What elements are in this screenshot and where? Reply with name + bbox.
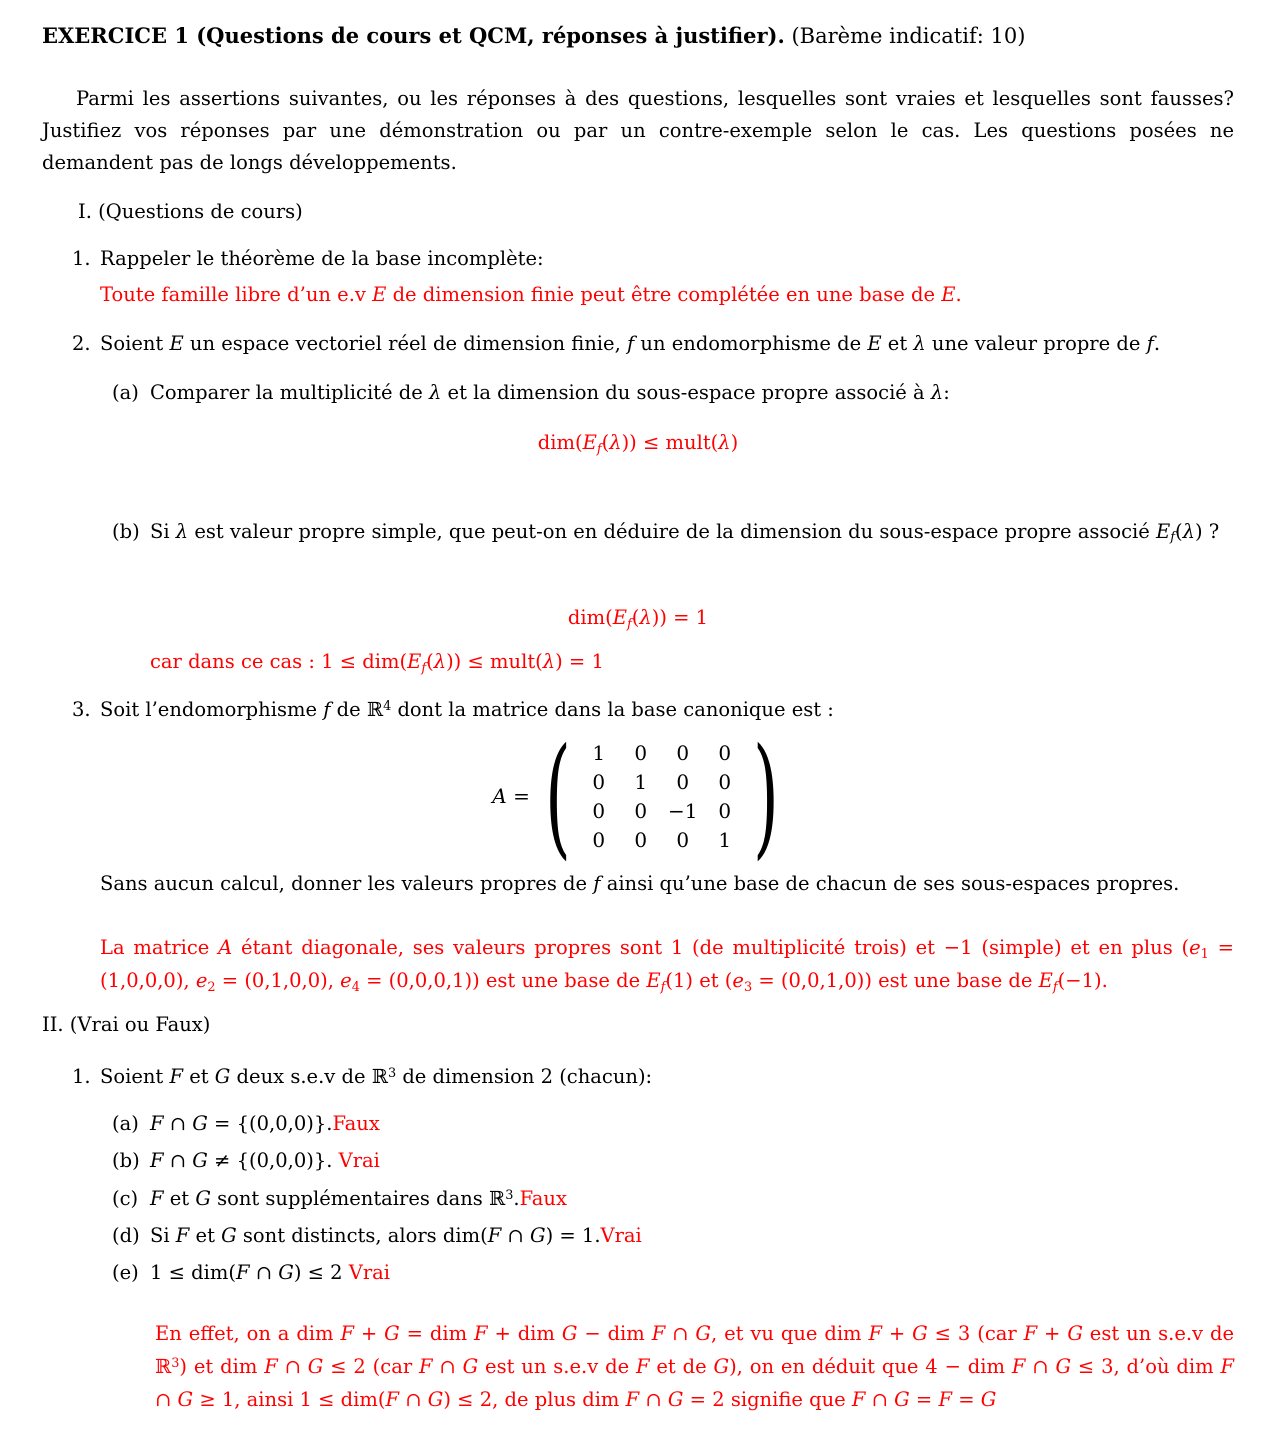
text-segment: F bbox=[150, 1186, 164, 1210]
text-segment: et bbox=[183, 1064, 215, 1088]
text-segment: F bbox=[150, 1149, 164, 1173]
text-segment: est un s.e.v de bbox=[1082, 1321, 1235, 1345]
text-segment: E bbox=[169, 331, 184, 355]
text-segment: G bbox=[427, 1387, 444, 1411]
text-segment: ( bbox=[426, 650, 434, 674]
question-1-number: 1. bbox=[72, 247, 91, 271]
text-segment: G bbox=[529, 1224, 546, 1248]
text-segment: λ bbox=[428, 381, 442, 404]
text-segment: Toute famille libre d’un e.v bbox=[100, 283, 373, 307]
text-segment: G bbox=[894, 1387, 910, 1411]
text-segment: F bbox=[235, 1261, 250, 1285]
text-segment: F bbox=[385, 1387, 400, 1411]
text-segment: Faux bbox=[332, 1112, 380, 1136]
text-segment: 2 bbox=[207, 979, 216, 995]
text-segment: ), on en déduit que 4 − dim bbox=[729, 1354, 1012, 1378]
matrix-cell: 0 bbox=[634, 798, 648, 823]
text-segment: ( bbox=[631, 605, 640, 629]
tf-item-b-text bbox=[150, 1148, 1234, 1174]
question-3-number: 3. bbox=[72, 697, 91, 721]
text-segment: E bbox=[582, 431, 597, 455]
text-segment: Vrai bbox=[600, 1224, 642, 1248]
text-segment: Rappeler le théorème de la base incomplète: bbox=[100, 247, 544, 271]
matrix-cell: 0 bbox=[718, 769, 732, 794]
text-segment: A bbox=[218, 936, 233, 960]
text-segment: F bbox=[169, 1064, 183, 1088]
text-segment: f bbox=[1170, 530, 1176, 546]
text-segment: ) = 1. bbox=[545, 1224, 601, 1248]
text-segment: F bbox=[264, 1354, 278, 1378]
text-segment: 1 ≤ dim( bbox=[150, 1261, 236, 1285]
text-segment: ≤ 2 (car bbox=[323, 1354, 420, 1378]
text-segment: ∩ bbox=[501, 1224, 530, 1248]
text-segment: ℝ bbox=[366, 697, 384, 721]
text-segment: ( bbox=[1175, 519, 1183, 543]
text-segment: . bbox=[513, 1186, 520, 1210]
text-segment: de dimension finie peut être complétée en une base de bbox=[386, 283, 942, 307]
text-segment: G bbox=[695, 1321, 711, 1345]
matrix-cell: 1 bbox=[592, 740, 606, 765]
text-segment: et la dimension du sous-espace propre associé à bbox=[441, 381, 931, 404]
text-segment: F bbox=[868, 1321, 882, 1345]
text-segment: deux s.e.v de bbox=[230, 1064, 372, 1088]
text-segment: étant diagonale, ses valeurs propres sont 1 (de multiplicité trois) et −1 (simple) et en plus ( bbox=[232, 936, 1190, 960]
text-segment: , et vu que dim bbox=[710, 1321, 869, 1345]
text-segment: + bbox=[1037, 1321, 1068, 1345]
text-segment: dont la matrice dans la base canonique est : bbox=[391, 697, 834, 721]
tf-item-d bbox=[112, 1223, 1234, 1249]
section-2-question-1-number: 1. bbox=[72, 1064, 91, 1088]
text-segment: λ bbox=[930, 381, 944, 404]
text-segment: un espace vectoriel réel de dimension finie, bbox=[183, 331, 627, 355]
matrix-cell: 0 bbox=[634, 740, 648, 765]
text-segment: = bbox=[506, 784, 530, 809]
text-segment: f bbox=[323, 697, 331, 721]
matrix-cell: 0 bbox=[676, 827, 690, 852]
text-segment: ∩ bbox=[1025, 1354, 1056, 1378]
text-segment: G bbox=[1055, 1354, 1072, 1378]
text-segment: = bbox=[909, 1387, 939, 1411]
text-segment: = (0,0,1,0)) est une base de bbox=[752, 969, 1039, 993]
text-segment: e bbox=[1189, 936, 1201, 960]
text-segment: ≤ 3, d’où dim bbox=[1071, 1354, 1221, 1378]
text-segment: une valeur propre de bbox=[925, 331, 1147, 355]
text-segment: de bbox=[330, 697, 367, 721]
text-segment: G bbox=[912, 1321, 928, 1345]
text-segment: G bbox=[307, 1354, 324, 1378]
text-segment: F bbox=[851, 1387, 866, 1411]
text-segment: − dim bbox=[577, 1321, 652, 1345]
intro-paragraph: Parmi les assertions suivantes, ou les réponses à des questions, lesquelles sont vraies et lesquelles sont fausses? Justifiez vos réponses par une démonstration ou par un contre-exemple selon le cas. Les questions posées ne demandent pas de longs développements. bbox=[42, 87, 1234, 175]
text-segment: λ bbox=[175, 519, 189, 543]
text-segment: F bbox=[150, 1112, 164, 1136]
tf-item-c-text bbox=[150, 1186, 1234, 1212]
text-segment: ∩ bbox=[399, 1387, 428, 1411]
text-segment: ∩ bbox=[163, 1112, 193, 1136]
text-segment: ) ≤ 2, de plus dim bbox=[443, 1387, 626, 1411]
text-segment: f bbox=[596, 441, 602, 457]
text-segment: e bbox=[195, 969, 208, 993]
text-segment: La matrice bbox=[100, 936, 219, 960]
text-segment: (−1). bbox=[1057, 969, 1108, 993]
text-segment: Faux bbox=[519, 1186, 567, 1210]
text-segment: ∩ bbox=[665, 1321, 696, 1345]
text-segment: + dim bbox=[487, 1321, 562, 1345]
text-segment: λ bbox=[639, 605, 652, 629]
text-segment: ∩ bbox=[163, 1149, 193, 1173]
text-segment: Vrai bbox=[348, 1261, 391, 1285]
text-segment: E bbox=[1156, 519, 1171, 543]
text-segment: F bbox=[635, 1354, 650, 1378]
text-segment: G bbox=[177, 1387, 194, 1411]
text-segment: F bbox=[1011, 1354, 1026, 1378]
text-segment: F bbox=[651, 1321, 666, 1345]
text-segment: G bbox=[221, 1224, 237, 1248]
matrix-cell: 0 bbox=[676, 740, 690, 765]
question-2a-text bbox=[150, 380, 1234, 406]
text-segment: 3 bbox=[387, 1066, 397, 1081]
text-segment: E bbox=[1038, 969, 1053, 993]
text-segment: sont supplémentaires dans bbox=[210, 1186, 489, 1210]
text-segment: Soit l’endomorphisme bbox=[100, 697, 324, 721]
text-segment: F bbox=[474, 1321, 488, 1345]
text-segment: E bbox=[407, 650, 422, 674]
text-segment: E bbox=[941, 283, 956, 307]
exercise-heading bbox=[42, 22, 1234, 50]
text-segment: E bbox=[867, 331, 882, 355]
text-segment: λ bbox=[1182, 519, 1195, 543]
text-segment: ≥ 1, ainsi 1 ≤ dim( bbox=[193, 1387, 386, 1411]
text-segment: ≠ {(0,0,0)}. bbox=[207, 1149, 339, 1173]
text-segment: G bbox=[192, 1112, 208, 1136]
text-segment: En effet, on a dim bbox=[155, 1321, 341, 1345]
text-segment: 3 bbox=[171, 1356, 180, 1372]
text-segment: G bbox=[561, 1321, 578, 1345]
question-1-text bbox=[100, 246, 1234, 272]
tf-item-e-label: (e) bbox=[112, 1261, 139, 1285]
tf-item-d-label: (d) bbox=[112, 1224, 140, 1248]
matrix-cell: 0 bbox=[592, 769, 606, 794]
text-segment: λ bbox=[433, 650, 447, 674]
question-2b-text bbox=[150, 519, 1234, 545]
text-segment: G bbox=[278, 1261, 294, 1285]
tf-item-b-label: (b) bbox=[112, 1149, 140, 1173]
text-segment: ∩ bbox=[865, 1387, 895, 1411]
tf-justification bbox=[155, 1317, 1234, 1416]
text-segment: = (0,0,0,1)) est une base de bbox=[359, 969, 647, 993]
section-2-question-1 bbox=[72, 1064, 1234, 1090]
text-segment: F bbox=[938, 1387, 953, 1411]
text-segment: ℝ bbox=[371, 1064, 388, 1088]
text-segment: dim( bbox=[567, 605, 613, 629]
text-segment: est valeur propre simple, que peut-on en déduire de la dimension du sous-espace propre associé bbox=[188, 519, 1157, 543]
text-segment: e bbox=[732, 969, 744, 993]
question-3 bbox=[72, 697, 1234, 723]
text-segment: est un s.e.v de bbox=[478, 1354, 636, 1378]
text-segment: Soient bbox=[100, 331, 170, 355]
text-segment: : bbox=[943, 381, 950, 404]
text-segment: ) et dim bbox=[179, 1354, 265, 1378]
tf-item-a bbox=[112, 1111, 1234, 1137]
matrix-cell: 1 bbox=[634, 769, 648, 794]
text-segment: A bbox=[492, 784, 507, 809]
text-segment: F bbox=[1023, 1321, 1038, 1345]
question-2b bbox=[112, 519, 1234, 545]
text-segment: Si bbox=[150, 1224, 176, 1248]
matrix-grid bbox=[578, 739, 746, 855]
text-segment: . bbox=[1153, 331, 1161, 355]
question-1 bbox=[72, 246, 1234, 272]
matrix-display bbox=[42, 720, 1234, 873]
question-2a bbox=[112, 380, 1234, 406]
section-2-question-1-text bbox=[100, 1064, 1234, 1090]
text-segment: ) bbox=[730, 431, 739, 455]
tf-item-a-label: (a) bbox=[112, 1112, 139, 1136]
text-segment: 3 bbox=[743, 979, 753, 995]
text-segment: ∩ bbox=[432, 1354, 463, 1378]
text-segment: = (1,0,0,0), bbox=[100, 936, 1234, 993]
section-2-title bbox=[42, 1012, 1234, 1038]
text-segment: = (0,1,0,0), bbox=[215, 969, 341, 993]
matrix-cell: 0 bbox=[676, 769, 690, 794]
question-2 bbox=[72, 331, 1234, 357]
text-segment: G bbox=[462, 1354, 479, 1378]
text-segment: 3 bbox=[505, 1187, 514, 1203]
text-segment: G bbox=[192, 1149, 208, 1173]
text-segment: + bbox=[882, 1321, 913, 1345]
exercise-title: EXERCICE 1 (Questions de cours et QCM, réponses à justifier). bbox=[42, 23, 785, 48]
matrix-cell: 1 bbox=[718, 827, 732, 852]
matrix-right-paren-icon: ) bbox=[752, 720, 779, 873]
text-segment: E bbox=[372, 283, 387, 307]
text-segment: E bbox=[612, 605, 627, 629]
text-segment: λ bbox=[913, 331, 926, 355]
question-3-followup bbox=[100, 871, 1234, 897]
text-segment: 4 bbox=[351, 979, 360, 995]
text-segment: . bbox=[955, 283, 962, 307]
text-segment: Vrai bbox=[338, 1149, 380, 1173]
tf-item-e bbox=[112, 1260, 1234, 1286]
matrix-cell: 0 bbox=[718, 798, 732, 823]
text-segment: F bbox=[340, 1321, 354, 1345]
text-segment: ∩ bbox=[277, 1354, 308, 1378]
text-segment: G bbox=[980, 1387, 997, 1411]
text-segment: ≤ 3 (car bbox=[927, 1321, 1024, 1345]
text-segment: G bbox=[214, 1064, 231, 1088]
text-segment: E bbox=[646, 969, 661, 993]
text-segment: ainsi qu’une base de chacun de ses sous-espaces propres. bbox=[600, 871, 1180, 895]
formula-dim-eq-1 bbox=[42, 605, 1234, 631]
text-segment: f bbox=[660, 979, 666, 995]
text-segment: G bbox=[667, 1387, 684, 1411]
text-segment: = bbox=[952, 1387, 981, 1411]
answer-1 bbox=[100, 282, 1234, 308]
text-segment: ) ? bbox=[1195, 519, 1220, 543]
question-2-text bbox=[100, 331, 1234, 357]
text-segment: G bbox=[1067, 1321, 1083, 1345]
text-segment: (1) et ( bbox=[665, 969, 733, 993]
tf-item-d-text bbox=[150, 1223, 1234, 1249]
text-segment: I. (Questions de cours) bbox=[78, 199, 303, 223]
text-segment: F bbox=[175, 1224, 190, 1248]
text-segment: )) ≤ mult( bbox=[621, 431, 719, 455]
matrix-cell: −1 bbox=[668, 798, 698, 823]
tf-item-c bbox=[112, 1186, 1234, 1212]
text-segment: )) ≤ mult( bbox=[446, 650, 543, 674]
text-segment: et bbox=[189, 1224, 222, 1248]
text-segment: f bbox=[1146, 331, 1154, 355]
text-segment: = dim bbox=[399, 1321, 475, 1345]
tf-item-a-text bbox=[150, 1111, 1234, 1137]
text-segment: G bbox=[195, 1186, 211, 1210]
text-segment: F bbox=[487, 1224, 502, 1248]
text-segment: G bbox=[713, 1354, 730, 1378]
question-3-text bbox=[100, 697, 1234, 723]
question-2-number: 2. bbox=[72, 331, 91, 355]
text-segment: ℝ bbox=[488, 1186, 506, 1210]
text-segment: Comparer la multiplicité de bbox=[150, 381, 429, 404]
text-segment: + bbox=[353, 1321, 385, 1345]
text-segment: ∩ bbox=[249, 1261, 279, 1285]
text-segment: et de bbox=[649, 1354, 714, 1378]
text-segment: ℝ bbox=[155, 1354, 172, 1378]
tf-item-e-text bbox=[150, 1260, 1234, 1286]
text-segment: de dimension 2 (chacun): bbox=[396, 1064, 653, 1088]
text-segment: sont distincts, alors dim( bbox=[236, 1224, 488, 1248]
text-segment: = {(0,0,0)}. bbox=[207, 1112, 333, 1136]
text-segment: F bbox=[419, 1354, 433, 1378]
text-segment: et bbox=[163, 1186, 196, 1210]
text-segment: λ bbox=[542, 650, 556, 674]
matrix-left-paren-icon: ( bbox=[544, 720, 571, 873]
text-segment: 1 bbox=[1200, 946, 1209, 962]
text-segment: ∩ bbox=[155, 1387, 178, 1411]
text-segment: et bbox=[881, 331, 914, 355]
text-segment: f bbox=[626, 331, 635, 355]
section-1-title bbox=[78, 199, 1234, 225]
text-segment: 4 bbox=[383, 698, 392, 714]
text-segment: F bbox=[625, 1387, 640, 1411]
matrix-cell: 0 bbox=[592, 827, 606, 852]
matrix-lhs bbox=[492, 783, 530, 810]
text-segment: f bbox=[626, 616, 632, 632]
text-segment: λ bbox=[609, 431, 622, 455]
text-segment: ∩ bbox=[639, 1387, 668, 1411]
text-segment: G bbox=[384, 1321, 400, 1345]
answer-3 bbox=[100, 931, 1234, 997]
exercise-grading-note: (Barème indicatif: 10) bbox=[784, 24, 1026, 48]
text-segment: e bbox=[340, 969, 352, 993]
text-segment: )) = 1 bbox=[651, 605, 709, 629]
tf-item-b bbox=[112, 1148, 1234, 1174]
text-segment: f bbox=[421, 660, 427, 676]
text-segment: dim( bbox=[537, 431, 583, 455]
answer-2b-justification bbox=[150, 649, 1234, 675]
text-segment: F bbox=[1220, 1354, 1234, 1378]
question-2a-label: (a) bbox=[112, 381, 139, 404]
text-segment: car dans ce cas : 1 ≤ dim( bbox=[150, 650, 408, 674]
text-segment: f bbox=[1052, 979, 1058, 995]
text-segment: un endomorphisme de bbox=[634, 331, 868, 355]
text-segment: ) ≤ 2 bbox=[293, 1261, 349, 1285]
text-segment: Soient bbox=[100, 1064, 170, 1088]
question-2b-label: (b) bbox=[112, 519, 140, 543]
text-segment: Si bbox=[150, 519, 176, 543]
text-segment: ( bbox=[601, 431, 610, 455]
text-segment: f bbox=[593, 871, 601, 895]
text-segment: Sans aucun calcul, donner les valeurs propres de bbox=[100, 871, 594, 895]
tf-item-c-label: (c) bbox=[112, 1186, 139, 1210]
text-segment: ) = 1 bbox=[555, 650, 604, 674]
text-segment: = 2 signifie que bbox=[683, 1387, 852, 1411]
matrix-cell: 0 bbox=[634, 827, 648, 852]
text-segment: II. (Vrai ou Faux) bbox=[42, 1013, 211, 1037]
text-segment: λ bbox=[718, 431, 731, 455]
matrix-cell: 0 bbox=[592, 798, 606, 823]
formula-dim-le-mult bbox=[42, 430, 1234, 456]
matrix-cell: 0 bbox=[718, 740, 732, 765]
